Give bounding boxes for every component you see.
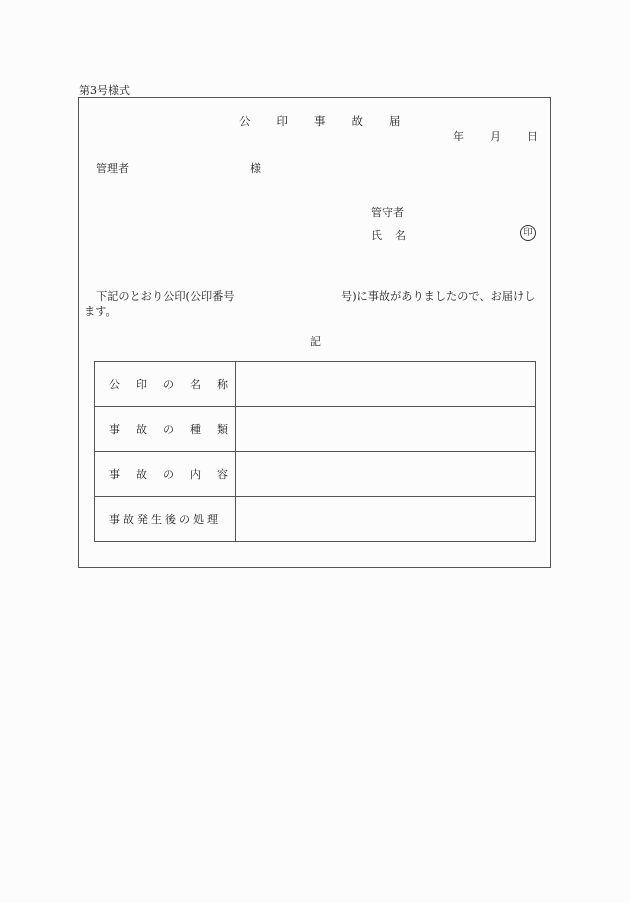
row-value-post-accident-handling[interactable] [236,497,536,542]
label-char: 理 [207,513,218,526]
honorific: 様 [250,162,261,175]
label-char: 故 [123,513,134,526]
table-row [95,407,536,452]
title-char: 印 [276,114,288,128]
label-char: 称 [217,378,228,391]
custodian-label: 管守者 [371,206,404,219]
label-char: 内 [190,468,201,481]
label-char: 後 [165,513,176,526]
label-char: 事 [109,468,120,481]
detail-table [94,361,536,542]
label-char: の [163,468,174,481]
label-char: の [163,378,174,391]
row-value-accident-details[interactable] [236,452,536,497]
name-label-char: 名 [395,229,406,242]
ki-heading: 記 [310,335,321,348]
table-row [95,362,536,407]
row-value-seal-name[interactable] [236,362,536,407]
label-char: 印 [136,378,147,391]
title-char: 故 [351,114,363,128]
label-char: 名 [190,378,201,391]
row-value-accident-type[interactable] [236,407,536,452]
label-char: の [163,423,174,436]
label-char: 公 [109,378,120,391]
seal-mark: 印 [520,225,536,241]
date-day: 日 [527,130,538,143]
form-number-label: 第3号様式 [79,84,130,97]
label-char: 処 [193,513,204,526]
label-char: 発 [137,513,148,526]
table-row [95,452,536,497]
label-char: の [179,513,190,526]
label-char: 種 [190,423,201,436]
row-label-accident-type [95,407,236,452]
title-char: 公 [239,114,251,128]
label-char: 事 [109,423,120,436]
label-char: 故 [136,423,147,436]
date-year: 年 [453,130,464,143]
label-char: 事 [109,513,120,526]
label-char: 生 [151,513,162,526]
body-text-line1a: 下記のとおり公印(公印番号 [96,290,235,303]
row-label-accident-details [95,452,236,497]
title-char: 事 [314,114,326,128]
row-label-post-accident-handling [95,497,236,542]
date-line [453,128,538,144]
body-text-line1b: 号)に事故がありましたので、お届けし [341,290,536,303]
label-char: 容 [217,468,228,481]
name-label-char: 氏 [371,229,382,242]
row-label-seal-name [95,362,236,407]
addressee: 管理者 [96,162,129,175]
name-label [371,227,406,243]
date-month: 月 [490,130,501,143]
title-char: 届 [389,114,401,128]
label-char: 類 [217,423,228,436]
body-text-line2: ます。 [84,305,117,318]
document-title [239,113,401,129]
table-row [95,497,536,542]
label-char: 故 [136,468,147,481]
